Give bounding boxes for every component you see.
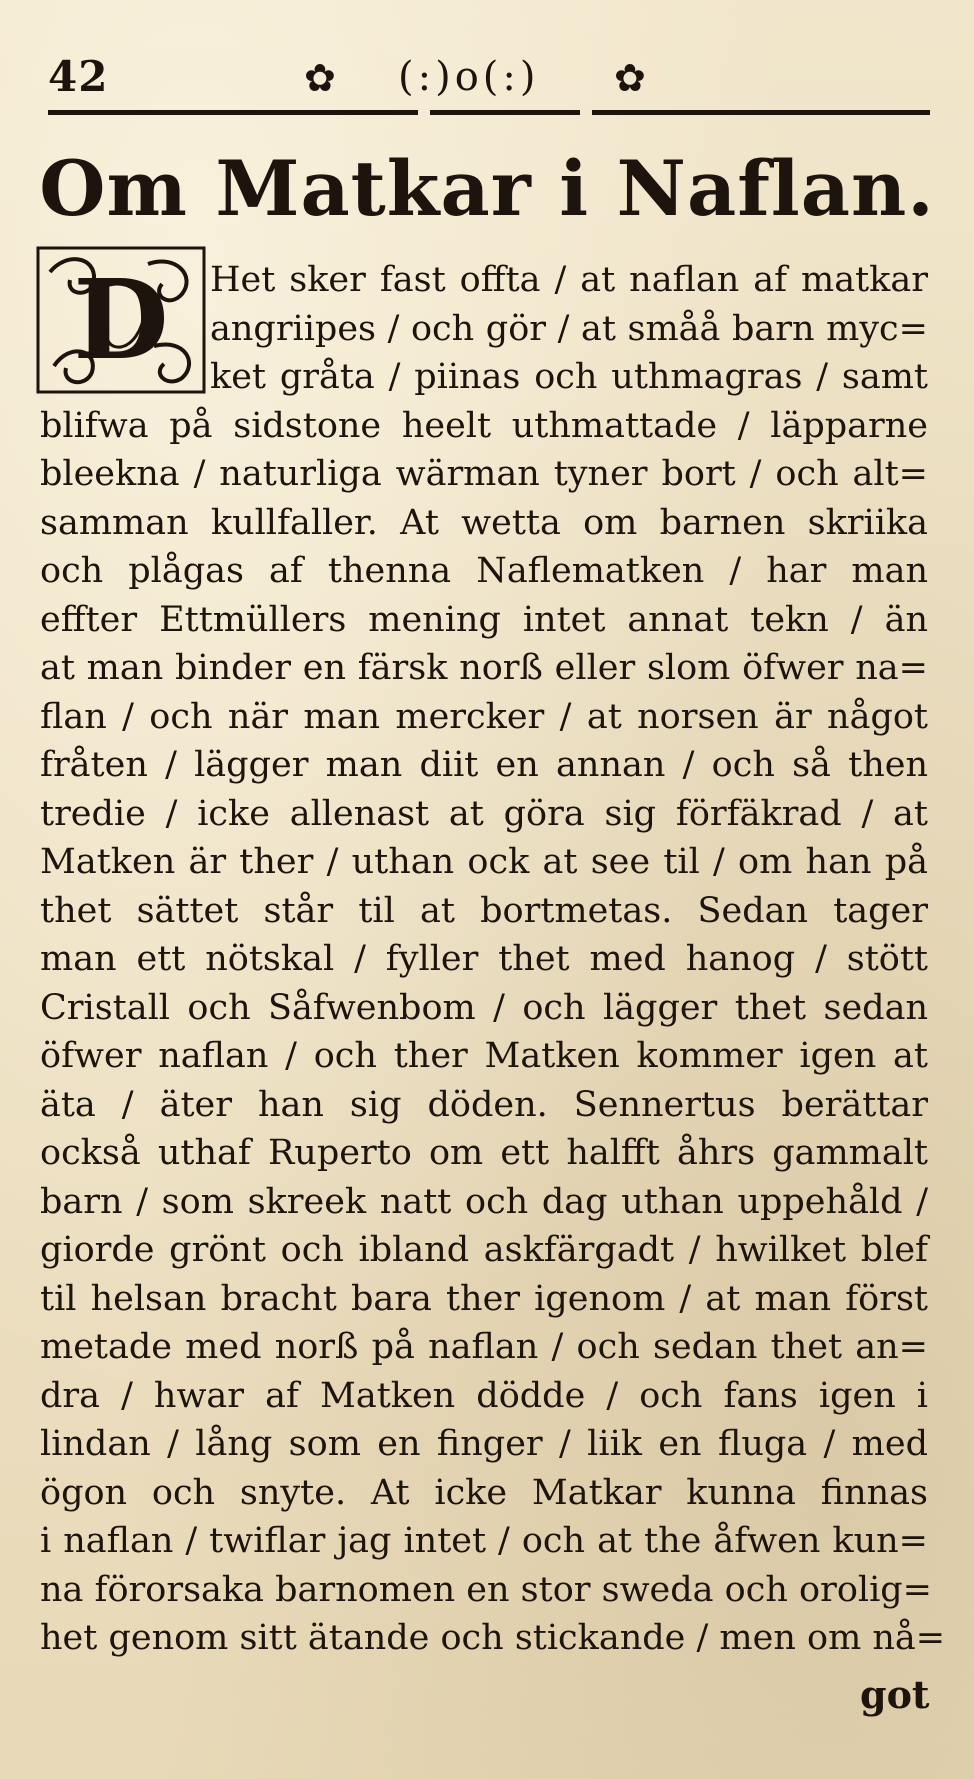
header-rule bbox=[430, 110, 580, 115]
text-line: flan / och när man mercker / at norsen är något bbox=[40, 696, 928, 737]
header-rule bbox=[592, 110, 930, 115]
text-line: angriipes / och gör / at småå barn myc= bbox=[210, 308, 928, 349]
text-line: samman kullfaller. At wetta om barnen skriika bbox=[40, 502, 928, 543]
text-line: också uthaf Ruperto om ett halfft åhrs gammalt bbox=[40, 1133, 928, 1173]
text-line: Cristall och Såfwenbom / och lägger thet sedan bbox=[40, 987, 928, 1028]
text-line: effter Ettmüllers mening intet annat tekn / än bbox=[40, 599, 928, 640]
text-line: barn / som skreek natt och dag uthan uppehåld / bbox=[40, 1181, 928, 1222]
text-line: Matken är ther / uthan ock at see til / om han på bbox=[40, 842, 928, 882]
text-line: öfwer naflan / och ther Matken kommer igen at bbox=[40, 1036, 928, 1076]
running-header bbox=[48, 52, 928, 112]
flower-ornament-icon: ✿ bbox=[614, 56, 646, 100]
decorated-initial bbox=[36, 246, 206, 394]
text-line: man ett nötskal / fyller thet med hanog / stött bbox=[40, 939, 928, 979]
text-line: och plågas af thenna Naflematken / har man bbox=[40, 551, 928, 591]
text-line: blifwa på sidstone heelt uthmattade / läpparne bbox=[40, 405, 928, 446]
text-line: dra / hwar af Matken dödde / och fans igen i bbox=[40, 1375, 928, 1416]
center-printer-mark: (:)o(:) bbox=[398, 54, 540, 100]
ornate-initial-icon bbox=[36, 246, 206, 394]
header-rule bbox=[48, 110, 418, 115]
text-line: äta / äter han sig döden. Sennertus berättar bbox=[40, 1084, 928, 1125]
text-line: thet sättet står til at bortmetas. Sedan tager bbox=[40, 890, 928, 931]
catchword: got bbox=[860, 1672, 930, 1717]
text-line: ögon och snyte. At icke Matkar kunna finnas bbox=[40, 1472, 928, 1513]
text-line: i naflan / twiflar jag intet / och at the åfwen kun= bbox=[40, 1521, 928, 1561]
text-line: tredie / icke allenast at göra sig förfäkrad / at bbox=[40, 793, 928, 834]
text-line: het genom sitt ätande och stickande / men om nå= bbox=[40, 1618, 946, 1658]
text-line: at man binder en färsk norß eller slom öfwer na= bbox=[40, 648, 928, 688]
text-line: bleekna / naturliga wärman tyner bort / och alt= bbox=[40, 454, 928, 494]
chapter-title: Om Matkar i Naflan. bbox=[39, 144, 935, 233]
text-line: Het sker fast offta / at naflan af matkar bbox=[210, 260, 928, 300]
page-number: 42 bbox=[48, 52, 109, 101]
text-line: til helsan bracht bara ther igenom / at man först bbox=[40, 1278, 928, 1319]
text-line: na förorsaka barnomen en stor sweda och orolig= bbox=[40, 1569, 933, 1610]
flower-ornament-icon: ✿ bbox=[304, 56, 336, 100]
text-line: metade med norß på naflan / och sedan thet an= bbox=[40, 1327, 928, 1367]
text-line: giorde grönt och ibland askfärgadt / hwilket blef bbox=[40, 1230, 928, 1270]
text-line: ket gråta / piinas och uthmagras / samt bbox=[210, 357, 928, 397]
svg-text:D: D bbox=[73, 255, 169, 384]
text-line: fråten / lägger man diit en annan / och så then bbox=[40, 745, 928, 785]
text-line: lindan / lång som en finger / liik en fluga / med bbox=[40, 1424, 928, 1464]
